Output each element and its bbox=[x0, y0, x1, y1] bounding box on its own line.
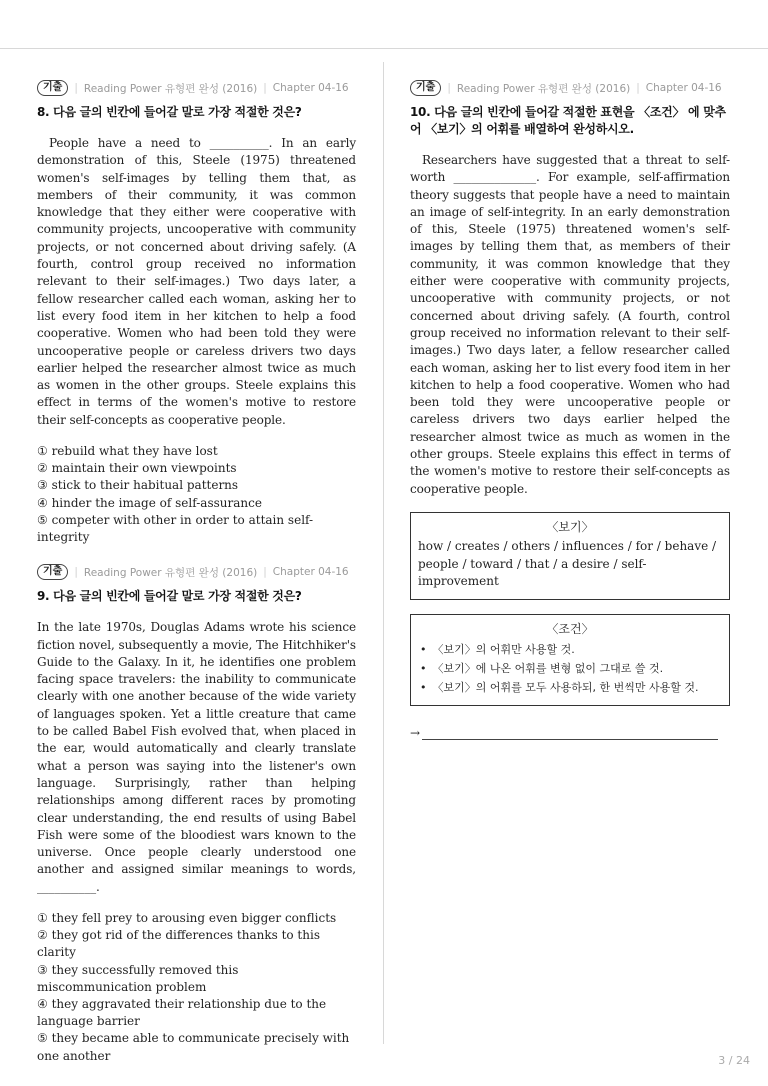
question-8-title: 8. 다음 글의 빈칸에 들어갈 말로 가장 적절한 것은? bbox=[37, 105, 302, 119]
source-book: Reading Power 유형편 완성 (2016) bbox=[456, 82, 631, 95]
conditions-title: 〈조건〉 bbox=[546, 621, 594, 636]
source-book: Reading Power 유형편 완성 (2016) bbox=[83, 82, 258, 95]
source-chapter: Chapter 04-16 bbox=[272, 566, 349, 579]
question-9 bbox=[37, 564, 356, 1065]
question-9-passage: In the late 1970s, Douglas Adams wrote his science fiction novel, subsequently a movie, The Hitchhiker's Guide to the Galaxy. In it, he identifies one problem facing space travelers: the inability to communicate clearly with one another because of the wide variety of languages spoken. Yet a little creature that came to be called Babel Fish evolved that, when placed in the ear, would automatically and clearly translate what a person was saying into the listener's own language. Surprisingly, rather than helping relationships among different races by promoting clear understanding, the end results of using Babel Fish were some of the bloodiest wars known to the universe. Once people clearly understood one another and assigned similar meanings to words, __________. bbox=[37, 620, 356, 894]
question-10-passage: Researchers have suggested that a threat to self-worth ______________. For example, self-affirmation theory suggests that people have a need to maintain an image of self-integrity. In an early demonstration of this, Steele (1975) threatened women's self-images by telling them that, as members of their community, it was common knowledge that they either were cooperative with community projects, uncooperative with community projects, or not concerned about driving safely. (A fourth, control group received no information relevant to their self-images.) Two days later, a fellow researcher called each woman, asking her to list every food item in her kitchen to help a food cooperative. Women who had been told they were uncooperative people or careless drivers two days earlier helped the researcher almost twice as much as women in the other groups. Steele explains this effect in terms of the women's motive to restore their self-concepts as cooperative people. bbox=[410, 153, 730, 496]
option-5[interactable]: ⑤ competer with other in order to attain self-integrity bbox=[37, 512, 314, 545]
question-source: 기출 | Reading Power 유형편 완성 (2016) | Chapter 04-16 bbox=[37, 80, 356, 96]
option-4[interactable]: ④ they aggravated their relationship due to the language barrier bbox=[37, 997, 327, 1029]
option-5[interactable]: ⑤ they became able to communicate precisely with one another bbox=[37, 1031, 350, 1063]
source-book: Reading Power 유형편 완성 (2016) bbox=[83, 566, 258, 579]
option-3[interactable]: ③ they successfully removed this miscommunication problem bbox=[37, 962, 239, 994]
option-2[interactable]: ② maintain their own viewpoints bbox=[37, 461, 237, 476]
left-column bbox=[37, 80, 356, 1065]
arrow-icon: → bbox=[410, 726, 421, 741]
source-tag: 기출 bbox=[37, 564, 68, 580]
question-9-title: 9. 다음 글의 빈칸에 들어갈 말로 가장 적절한 것은? bbox=[37, 589, 302, 604]
condition-item: • 〈보기〉에 나온 어휘를 변형 없이 그대로 쓸 것. bbox=[418, 659, 722, 678]
header-divider bbox=[0, 48, 768, 49]
source-chapter: Chapter 04-16 bbox=[645, 82, 722, 94]
condition-item: • 〈보기〉의 어휘만 사용할 것. bbox=[418, 640, 722, 659]
option-4[interactable]: ④ hinder the image of self-assurance bbox=[37, 495, 262, 510]
question-8-options bbox=[37, 443, 356, 546]
page-number: 3 / 24 bbox=[718, 1054, 750, 1067]
question-8-passage: People have a need to __________. In an early demonstration of this, Steele (1975) threatened women's self-images by telling them that, as members of their community, it was common knowledge that they either were cooperative with community projects, uncooperative with community projects, or not concerned about driving safely. (A fourth, control group received no information relevant to their self-images.) Two days later, a fellow researcher called each woman, asking her to list every food item in her kitchen to help a food cooperative. Women who had been told they were uncooperative people or careless drivers two days earlier helped the researcher almost twice as much as women in the other groups. Steele explains this effect in terms of the women's motive to restore their self-concepts as cooperative people. bbox=[37, 136, 356, 427]
option-3[interactable]: ③ stick to their habitual patterns bbox=[37, 478, 239, 493]
column-divider bbox=[383, 62, 384, 1044]
option-1[interactable]: ① they fell prey to arousing even bigger conflicts bbox=[37, 911, 337, 926]
conditions-box bbox=[410, 614, 730, 707]
option-2[interactable]: ② they got rid of the differences thanks to this clarity bbox=[37, 928, 320, 960]
source-chapter: Chapter 04-16 bbox=[272, 82, 349, 94]
source-tag: 기출 bbox=[410, 80, 441, 96]
right-column bbox=[410, 80, 730, 740]
option-1[interactable]: ① rebuild what they have lost bbox=[37, 444, 218, 459]
answer-blank[interactable] bbox=[422, 731, 718, 740]
bogi-words: how / creates / others / influences / for / behave / people / toward / that / a desire / self-improvement bbox=[418, 539, 717, 589]
answer-line[interactable] bbox=[410, 726, 730, 740]
condition-item: • 〈보기〉의 어휘를 모두 사용하되, 한 번씩만 사용할 것. bbox=[418, 678, 722, 697]
question-10-title: 10. 다음 글의 빈칸에 들어갈 적절한 표현을 〈조건〉 에 맞추어 〈보기〉의 어휘를 배열하여 완성하시오. bbox=[410, 105, 726, 136]
question-source: 기출 | Reading Power 유형편 완성 (2016) | Chapter 04-16 bbox=[37, 564, 356, 580]
question-9-options bbox=[37, 910, 356, 1065]
source-tag: 기출 bbox=[37, 80, 68, 96]
bogi-box bbox=[410, 512, 730, 600]
question-source: 기출 | Reading Power 유형편 완성 (2016) | Chapter 04-16 bbox=[410, 80, 730, 96]
bogi-title: 〈보기〉 bbox=[546, 519, 594, 534]
conditions-list bbox=[418, 640, 722, 697]
